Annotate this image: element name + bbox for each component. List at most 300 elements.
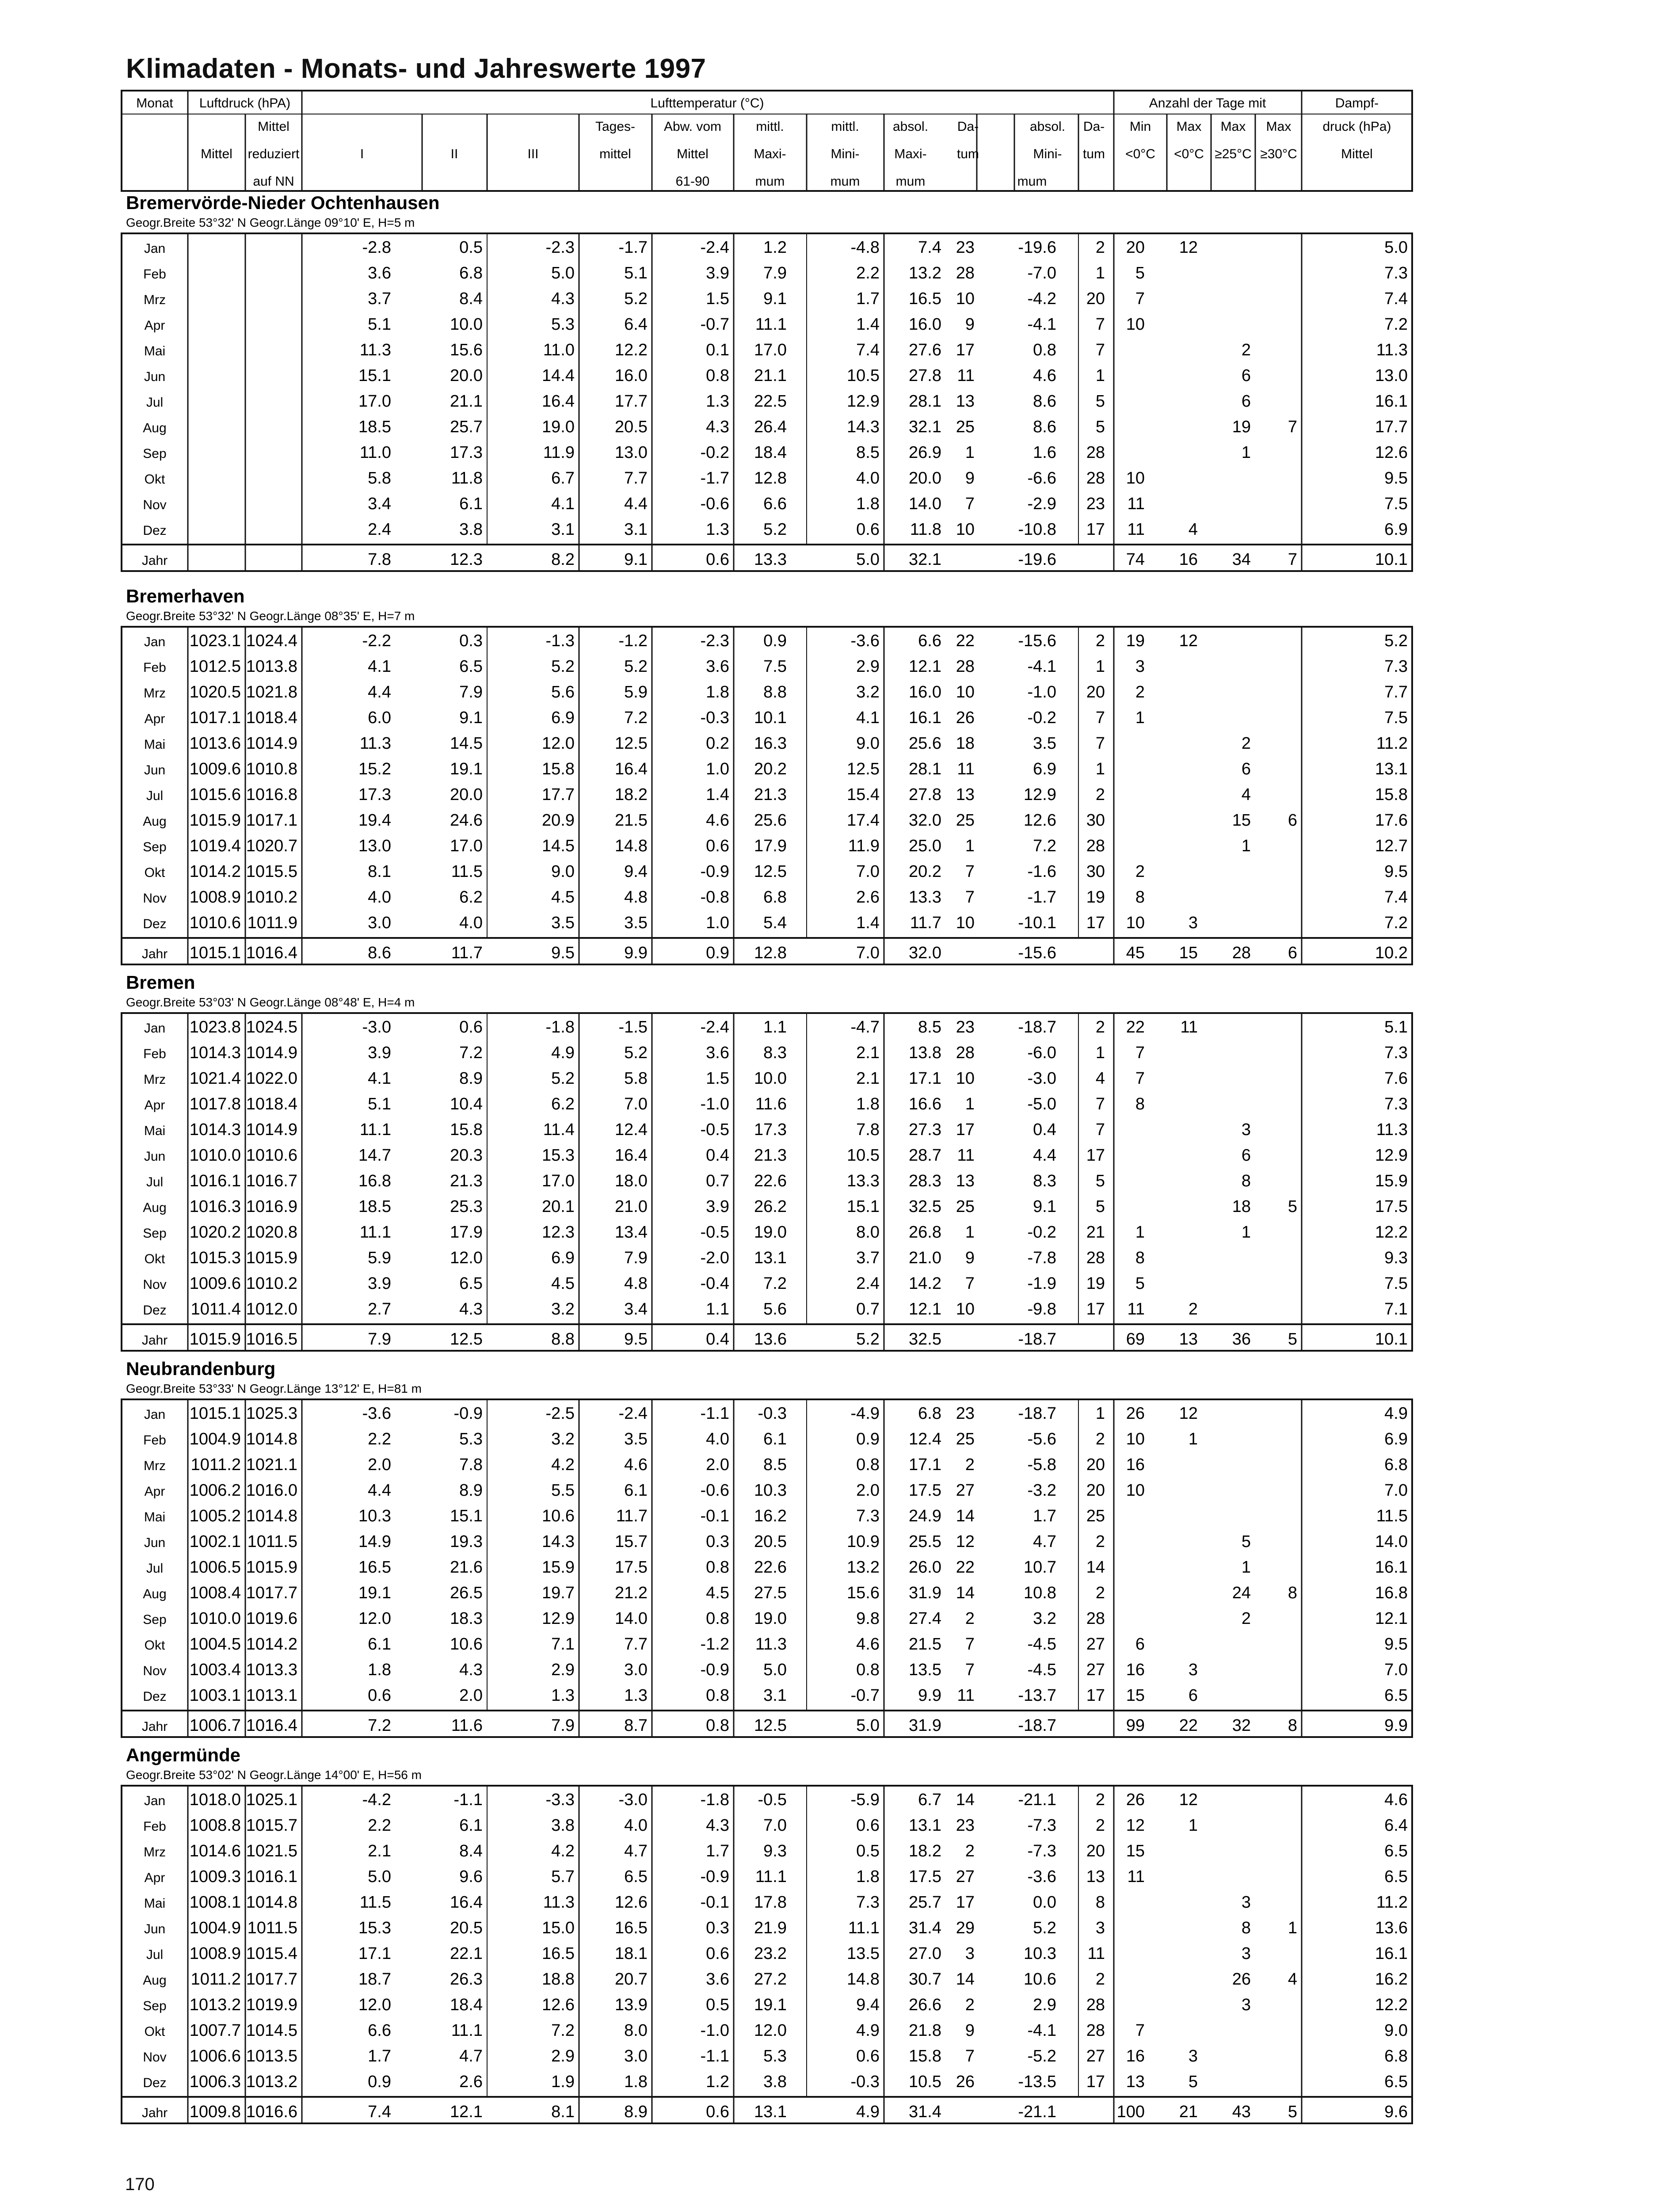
data-cell: -4.5 bbox=[1027, 1635, 1056, 1654]
data-cell: -18.7 bbox=[1018, 1716, 1056, 1735]
month-label: Mrz bbox=[144, 293, 166, 307]
data-cell: -1.5 bbox=[618, 1018, 648, 1036]
data-cell: 6.9 bbox=[551, 1249, 575, 1267]
data-cell: 25.6 bbox=[909, 734, 941, 753]
data-cell: 11.3 bbox=[1376, 341, 1408, 359]
data-cell: 10.1 bbox=[1375, 1330, 1408, 1349]
month-label: Jul bbox=[146, 1175, 164, 1189]
data-cell: 1020.8 bbox=[246, 1223, 297, 1242]
data-cell: 1014.3 bbox=[189, 1120, 241, 1139]
data-cell: 3.9 bbox=[368, 1274, 391, 1293]
data-cell: 99 bbox=[1126, 1716, 1145, 1735]
data-cell: 2.9 bbox=[856, 657, 880, 676]
data-cell: 12.2 bbox=[1375, 1996, 1408, 2014]
data-cell: 12.6 bbox=[615, 1893, 648, 1912]
data-cell: -0.9 bbox=[700, 1867, 729, 1886]
data-cell: 11 bbox=[957, 760, 975, 778]
header-lufttemperatur: Lufttemperatur (°C) bbox=[650, 96, 764, 110]
data-cell: 11.4 bbox=[543, 1120, 575, 1139]
header-abw-2: Mittel bbox=[677, 147, 709, 161]
data-cell: 7.1 bbox=[1384, 1300, 1408, 1318]
data-cell: 9.5 bbox=[1384, 469, 1408, 488]
data-cell: 28 bbox=[1086, 469, 1105, 488]
data-cell: 1015.6 bbox=[189, 785, 241, 804]
data-cell: 10 bbox=[956, 1300, 975, 1318]
data-cell: 7.4 bbox=[368, 2103, 391, 2121]
data-cell: 11.3 bbox=[359, 341, 391, 359]
data-cell: 18.2 bbox=[615, 785, 648, 804]
data-cell: 5.4 bbox=[763, 914, 787, 932]
data-cell: 6.5 bbox=[1384, 1686, 1408, 1705]
header-dampf-1: Dampf- bbox=[1335, 96, 1379, 110]
data-cell: 1.7 bbox=[706, 1842, 729, 1860]
data-cell: 20.2 bbox=[754, 760, 787, 778]
data-cell: 17 bbox=[1086, 1146, 1105, 1165]
data-cell: -5.8 bbox=[1027, 1456, 1056, 1474]
data-cell: 6 bbox=[1135, 1635, 1145, 1654]
data-cell: 8.4 bbox=[459, 290, 483, 308]
data-cell: 10.5 bbox=[909, 2073, 941, 2091]
data-cell: 3.9 bbox=[368, 1044, 391, 1062]
data-cell: 1.3 bbox=[551, 1686, 575, 1705]
data-cell: 7.3 bbox=[1384, 1095, 1408, 1113]
data-cell: 3.0 bbox=[368, 914, 391, 932]
data-cell: 11.7 bbox=[451, 944, 483, 962]
data-cell: 22.5 bbox=[754, 392, 787, 411]
data-cell: 1.9 bbox=[551, 2073, 575, 2091]
data-cell: -7.0 bbox=[1027, 264, 1056, 282]
data-cell: 17.3 bbox=[358, 785, 391, 804]
data-cell: 9 bbox=[965, 469, 975, 488]
data-cell: 28.1 bbox=[909, 760, 941, 778]
data-cell: 1015.4 bbox=[246, 1944, 297, 1963]
data-cell: 32.5 bbox=[909, 1197, 941, 1216]
data-cell: 14.3 bbox=[542, 1532, 575, 1551]
data-cell: 11 bbox=[1127, 1867, 1145, 1886]
data-cell: 2.2 bbox=[856, 264, 880, 282]
data-cell: 28 bbox=[1086, 837, 1105, 855]
data-cell: 1006.5 bbox=[189, 1558, 241, 1577]
data-cell: 7.3 bbox=[856, 1507, 880, 1525]
data-cell: 14.7 bbox=[358, 1146, 391, 1165]
data-cell: 2 bbox=[1095, 1532, 1105, 1551]
data-cell: 3.5 bbox=[551, 914, 575, 932]
data-cell: 10.6 bbox=[1024, 1970, 1056, 1989]
data-cell: 1013.6 bbox=[189, 734, 241, 753]
data-cell: 7.0 bbox=[1384, 1481, 1408, 1500]
data-cell: 5.5 bbox=[551, 1481, 575, 1500]
data-cell: 1 bbox=[1135, 1223, 1145, 1242]
data-cell: 13 bbox=[956, 392, 975, 411]
data-cell: 3.2 bbox=[856, 683, 880, 701]
data-cell: 3.4 bbox=[368, 495, 391, 513]
data-cell: 18.4 bbox=[754, 443, 787, 462]
data-cell: 20 bbox=[1086, 1456, 1105, 1474]
data-cell: -15.6 bbox=[1018, 632, 1056, 650]
data-cell: 12.5 bbox=[450, 1330, 483, 1349]
header-t-i: I bbox=[360, 147, 364, 161]
data-cell: 1 bbox=[1095, 366, 1105, 385]
data-cell: -9.8 bbox=[1027, 1300, 1056, 1318]
data-cell: 6.8 bbox=[1384, 1456, 1408, 1474]
data-cell: 4.7 bbox=[1033, 1532, 1056, 1551]
data-cell: 6.1 bbox=[763, 1430, 787, 1448]
month-label: Okt bbox=[144, 1638, 165, 1653]
data-cell: 23 bbox=[956, 1018, 975, 1036]
data-cell: 19 bbox=[1232, 418, 1251, 436]
data-cell: 21.8 bbox=[909, 2021, 941, 2040]
data-cell: 1.0 bbox=[706, 760, 729, 778]
station-name: Bremen bbox=[126, 972, 195, 993]
data-cell: 11.3 bbox=[755, 1635, 787, 1654]
data-cell: 17.8 bbox=[754, 1893, 787, 1912]
data-cell: 9.1 bbox=[624, 550, 648, 569]
month-label: Mrz bbox=[144, 1072, 166, 1087]
data-cell: 1009.6 bbox=[189, 1274, 241, 1293]
data-cell: 13.8 bbox=[909, 1044, 941, 1062]
data-cell: 1010.0 bbox=[189, 1146, 241, 1165]
data-cell: 13.3 bbox=[909, 888, 941, 907]
header-amin-2: Mini- bbox=[1033, 147, 1062, 161]
data-cell: 26 bbox=[1126, 1791, 1145, 1809]
month-label: Nov bbox=[143, 891, 167, 906]
data-cell: 26.6 bbox=[909, 1996, 941, 2014]
month-label: Apr bbox=[144, 318, 165, 333]
data-cell: 17 bbox=[956, 1893, 975, 1912]
station-geo: Geogr.Breite 53°32' N Geogr.Länge 08°35' E, H=7 m bbox=[126, 609, 415, 623]
data-cell: 0.4 bbox=[1033, 1120, 1056, 1139]
data-cell: 3 bbox=[1188, 1661, 1198, 1679]
data-cell: 8.6 bbox=[1033, 392, 1056, 411]
data-cell: 21.3 bbox=[754, 1146, 787, 1165]
data-cell: 7.2 bbox=[1033, 837, 1056, 855]
data-cell: 1015.9 bbox=[189, 1330, 241, 1349]
data-cell: 20.2 bbox=[909, 862, 941, 881]
data-cell: 5.7 bbox=[551, 1867, 575, 1886]
data-cell: 4.4 bbox=[368, 683, 391, 701]
data-cell: 3 bbox=[1188, 914, 1198, 932]
month-label: Aug bbox=[143, 1587, 167, 1601]
data-cell: 10.1 bbox=[754, 709, 787, 727]
month-label: Jul bbox=[146, 395, 164, 410]
data-cell: 7 bbox=[1095, 341, 1105, 359]
data-cell: 13.1 bbox=[1375, 760, 1408, 778]
data-cell: 1.3 bbox=[624, 1686, 648, 1705]
data-cell: 1016.1 bbox=[189, 1172, 241, 1190]
header-amin-1: absol. bbox=[1029, 119, 1066, 134]
data-cell: 3.9 bbox=[706, 264, 729, 282]
data-cell: 25.3 bbox=[450, 1197, 483, 1216]
month-label: Dez bbox=[143, 523, 167, 538]
data-cell: 6.5 bbox=[1384, 1842, 1408, 1860]
data-cell: 1015.7 bbox=[246, 1816, 297, 1835]
data-cell: 17.0 bbox=[542, 1172, 575, 1190]
data-cell: 6.8 bbox=[918, 1404, 941, 1423]
data-cell: -2.3 bbox=[700, 632, 729, 650]
data-cell: 9.1 bbox=[763, 290, 787, 308]
data-cell: -0.7 bbox=[700, 315, 729, 334]
data-cell: 28 bbox=[956, 657, 975, 676]
data-cell: 18.7 bbox=[358, 1970, 391, 1989]
data-cell: -1.0 bbox=[700, 1095, 729, 1113]
header-maxi-2: Maxi- bbox=[754, 147, 786, 161]
data-cell: 2.1 bbox=[856, 1069, 880, 1088]
data-cell: 7 bbox=[965, 862, 975, 881]
data-cell: 0.5 bbox=[856, 1842, 880, 1860]
data-cell: -3.0 bbox=[1027, 1069, 1056, 1088]
data-cell: 2.2 bbox=[368, 1816, 391, 1835]
data-cell: 1 bbox=[965, 1223, 975, 1242]
data-cell: 3.0 bbox=[624, 2047, 648, 2065]
data-cell: 8.8 bbox=[763, 683, 787, 701]
data-cell: 2 bbox=[965, 1456, 975, 1474]
data-cell: 7 bbox=[1095, 734, 1105, 753]
data-cell: 0.8 bbox=[706, 366, 729, 385]
month-label: Mrz bbox=[144, 686, 166, 701]
data-cell: 4 bbox=[1241, 785, 1251, 804]
data-cell: 1003.4 bbox=[189, 1661, 241, 1679]
data-cell: 8.9 bbox=[624, 2103, 648, 2121]
data-cell: 1013.5 bbox=[246, 2047, 297, 2065]
data-cell: 32.0 bbox=[909, 811, 941, 830]
data-cell: -3.3 bbox=[545, 1791, 575, 1809]
data-cell: 1014.6 bbox=[189, 1842, 241, 1860]
data-cell: 8.7 bbox=[624, 1716, 648, 1735]
data-cell: -0.9 bbox=[453, 1404, 483, 1423]
data-cell: 18.5 bbox=[358, 1197, 391, 1216]
data-cell: 7.3 bbox=[1384, 657, 1408, 676]
month-label: Feb bbox=[143, 660, 166, 675]
data-cell: 32.5 bbox=[909, 1330, 941, 1349]
data-cell: 9.5 bbox=[1384, 1635, 1408, 1654]
month-label: Dez bbox=[143, 1303, 167, 1318]
data-cell: 5.8 bbox=[368, 469, 391, 488]
data-cell: 14.8 bbox=[615, 837, 648, 855]
data-cell: 1016.0 bbox=[246, 1481, 297, 1500]
data-cell: 4.7 bbox=[459, 2047, 483, 2065]
data-cell: -0.3 bbox=[700, 709, 729, 727]
data-cell: 14.5 bbox=[450, 734, 483, 753]
data-cell: 2 bbox=[1095, 1584, 1105, 1602]
data-cell: 16 bbox=[1179, 550, 1198, 569]
data-cell: 12.3 bbox=[450, 550, 483, 569]
data-cell: 6.2 bbox=[551, 1095, 575, 1113]
data-cell: 5.2 bbox=[624, 657, 648, 676]
data-cell: 18.2 bbox=[909, 1842, 941, 1860]
data-cell: 1014.9 bbox=[246, 734, 297, 753]
data-cell: 0.6 bbox=[856, 2047, 880, 2065]
data-cell: 6.8 bbox=[763, 888, 787, 907]
header-tages-1: Tages- bbox=[595, 119, 636, 134]
data-cell: 6.1 bbox=[624, 1481, 648, 1500]
data-cell: 1015.1 bbox=[189, 1404, 241, 1423]
month-label: Mrz bbox=[144, 1845, 166, 1859]
data-cell: 16 bbox=[1126, 1456, 1145, 1474]
data-cell: 4.9 bbox=[856, 2021, 880, 2040]
data-cell: 12.6 bbox=[1375, 443, 1408, 462]
data-cell: 4.3 bbox=[706, 418, 729, 436]
data-cell: 0.5 bbox=[459, 238, 483, 257]
data-cell: 8 bbox=[1241, 1172, 1251, 1190]
data-cell: 12.6 bbox=[542, 1996, 575, 2014]
data-cell: 5.2 bbox=[856, 1330, 880, 1349]
data-cell: 1 bbox=[1188, 1430, 1198, 1448]
data-cell: 12.3 bbox=[542, 1223, 575, 1242]
data-cell: 1 bbox=[1241, 1223, 1251, 1242]
data-cell: 13 bbox=[1126, 2073, 1145, 2091]
data-cell: 4.6 bbox=[624, 1456, 648, 1474]
data-cell: 23 bbox=[1086, 495, 1105, 513]
data-cell: 7.5 bbox=[1384, 1274, 1408, 1293]
header-lp-red-1: Mittel bbox=[258, 119, 290, 134]
data-cell: 30 bbox=[1086, 862, 1105, 881]
data-cell: 11.3 bbox=[543, 1893, 575, 1912]
data-cell: 7.0 bbox=[856, 944, 880, 962]
data-cell: 27.3 bbox=[909, 1120, 941, 1139]
data-cell: 0.8 bbox=[706, 1686, 729, 1705]
data-cell: -3.2 bbox=[1027, 1481, 1056, 1500]
header-days-2a: Max bbox=[1176, 119, 1202, 134]
data-cell: 15.1 bbox=[450, 1507, 483, 1525]
data-cell: 7.9 bbox=[763, 264, 787, 282]
data-cell: 11.1 bbox=[755, 1867, 787, 1886]
data-cell: 25.0 bbox=[909, 837, 941, 855]
data-cell: 9.6 bbox=[1384, 2103, 1408, 2121]
data-cell: 30.7 bbox=[909, 1970, 941, 1989]
data-cell: 5.3 bbox=[459, 1430, 483, 1448]
data-cell: 15.0 bbox=[542, 1919, 575, 1937]
data-cell: 4.2 bbox=[551, 1842, 575, 1860]
data-cell: 21 bbox=[1179, 2103, 1198, 2121]
data-cell: 10.2 bbox=[1375, 944, 1408, 962]
month-label: Jul bbox=[146, 789, 164, 803]
data-cell: 1003.1 bbox=[189, 1686, 241, 1705]
data-cell: 7 bbox=[965, 1274, 975, 1293]
data-cell: 19 bbox=[1086, 1274, 1105, 1293]
data-cell: -1.0 bbox=[700, 2021, 729, 2040]
data-cell: 14.3 bbox=[847, 418, 880, 436]
station-geo: Geogr.Breite 53°02' N Geogr.Länge 14°00' E, H=56 m bbox=[126, 1768, 422, 1782]
data-cell: 11.2 bbox=[1376, 1893, 1408, 1912]
data-cell: 7.2 bbox=[624, 709, 648, 727]
data-cell: 6 bbox=[1241, 1146, 1251, 1165]
data-cell: 3.6 bbox=[706, 1044, 729, 1062]
data-cell: 29 bbox=[956, 1919, 975, 1937]
data-cell: 22 bbox=[1126, 1018, 1145, 1036]
data-cell: 1016.8 bbox=[246, 785, 297, 804]
data-cell: -1.2 bbox=[618, 632, 648, 650]
data-cell: 19 bbox=[1086, 888, 1105, 907]
data-cell: 12.0 bbox=[358, 1609, 391, 1628]
data-cell: 1010.0 bbox=[189, 1609, 241, 1628]
data-cell: 1004.9 bbox=[189, 1430, 241, 1448]
data-cell: 6.9 bbox=[551, 709, 575, 727]
data-cell: 1004.5 bbox=[189, 1635, 241, 1654]
header-monat: Monat bbox=[136, 96, 173, 110]
data-cell: 1014.8 bbox=[246, 1430, 297, 1448]
data-cell: 26.8 bbox=[909, 1223, 941, 1242]
data-cell: 4 bbox=[1288, 1970, 1297, 1989]
data-cell: 18.0 bbox=[615, 1172, 648, 1190]
data-cell: 27.8 bbox=[909, 785, 941, 804]
data-cell: 12.9 bbox=[1024, 785, 1056, 804]
data-cell: -3.6 bbox=[362, 1404, 391, 1423]
data-cell: 2 bbox=[1241, 1609, 1251, 1628]
data-cell: -0.7 bbox=[850, 1686, 880, 1705]
data-cell: 22 bbox=[956, 632, 975, 650]
data-cell: 6.5 bbox=[1384, 1867, 1408, 1886]
data-cell: 13 bbox=[956, 1172, 975, 1190]
data-cell: 32.0 bbox=[909, 944, 941, 962]
data-cell: -13.7 bbox=[1018, 1686, 1056, 1705]
data-cell: 10.3 bbox=[358, 1507, 391, 1525]
data-cell: 16.5 bbox=[542, 1944, 575, 1963]
data-cell: 1020.7 bbox=[246, 837, 297, 855]
data-cell: 13.5 bbox=[909, 1661, 941, 1679]
data-cell: 6 bbox=[1288, 944, 1297, 962]
data-cell: 10.3 bbox=[1024, 1944, 1056, 1963]
month-label: Apr bbox=[144, 1871, 165, 1885]
data-cell: 32.1 bbox=[909, 550, 941, 569]
data-cell: -0.3 bbox=[850, 2073, 880, 2091]
data-cell: 9.5 bbox=[551, 944, 575, 962]
data-cell: 5.2 bbox=[1384, 632, 1408, 650]
data-cell: 12.9 bbox=[1375, 1146, 1408, 1165]
data-cell: 20.1 bbox=[542, 1197, 575, 1216]
month-label: Sep bbox=[143, 840, 167, 854]
data-cell: -0.1 bbox=[700, 1893, 729, 1912]
data-cell: 7.2 bbox=[763, 1274, 787, 1293]
data-cell: 18.5 bbox=[358, 418, 391, 436]
data-cell: -1.6 bbox=[1027, 862, 1056, 881]
month-label: Mai bbox=[144, 1510, 166, 1524]
data-cell: 20 bbox=[1126, 238, 1145, 257]
data-cell: 6.2 bbox=[459, 888, 483, 907]
data-cell: -4.8 bbox=[850, 238, 880, 257]
month-label: Mai bbox=[144, 344, 166, 358]
data-cell: 16.8 bbox=[358, 1172, 391, 1190]
data-cell: 0.6 bbox=[368, 1686, 391, 1705]
data-cell: 15.8 bbox=[542, 760, 575, 778]
data-cell: 10 bbox=[956, 683, 975, 701]
data-cell: 17.5 bbox=[909, 1867, 941, 1886]
data-cell: 1 bbox=[1241, 1558, 1251, 1577]
data-cell: 7 bbox=[1135, 1069, 1145, 1088]
data-cell: 1006.2 bbox=[189, 1481, 241, 1500]
data-cell: -2.3 bbox=[545, 238, 575, 257]
data-cell: 8.6 bbox=[1033, 418, 1056, 436]
data-cell: 1 bbox=[1241, 443, 1251, 462]
data-cell: 15.8 bbox=[1375, 785, 1408, 804]
data-cell: 26.0 bbox=[909, 1558, 941, 1577]
data-cell: 0.7 bbox=[856, 1300, 880, 1318]
data-cell: 28.3 bbox=[909, 1172, 941, 1190]
data-cell: 17 bbox=[1086, 914, 1105, 932]
data-cell: 27.8 bbox=[909, 366, 941, 385]
data-cell: 11.8 bbox=[910, 520, 941, 539]
data-cell: 2 bbox=[1188, 1300, 1198, 1318]
data-cell: -10.1 bbox=[1018, 914, 1056, 932]
data-cell: 5.1 bbox=[368, 315, 391, 334]
data-cell: 9.5 bbox=[1384, 862, 1408, 881]
data-cell: 1 bbox=[1188, 1816, 1198, 1835]
data-cell: 21 bbox=[1086, 1223, 1105, 1242]
data-cell: 1011.2 bbox=[190, 1456, 241, 1474]
month-label: Jun bbox=[144, 1922, 166, 1936]
data-cell: 17.9 bbox=[450, 1223, 483, 1242]
month-label: Aug bbox=[143, 814, 167, 829]
data-cell: 22.6 bbox=[754, 1558, 787, 1577]
